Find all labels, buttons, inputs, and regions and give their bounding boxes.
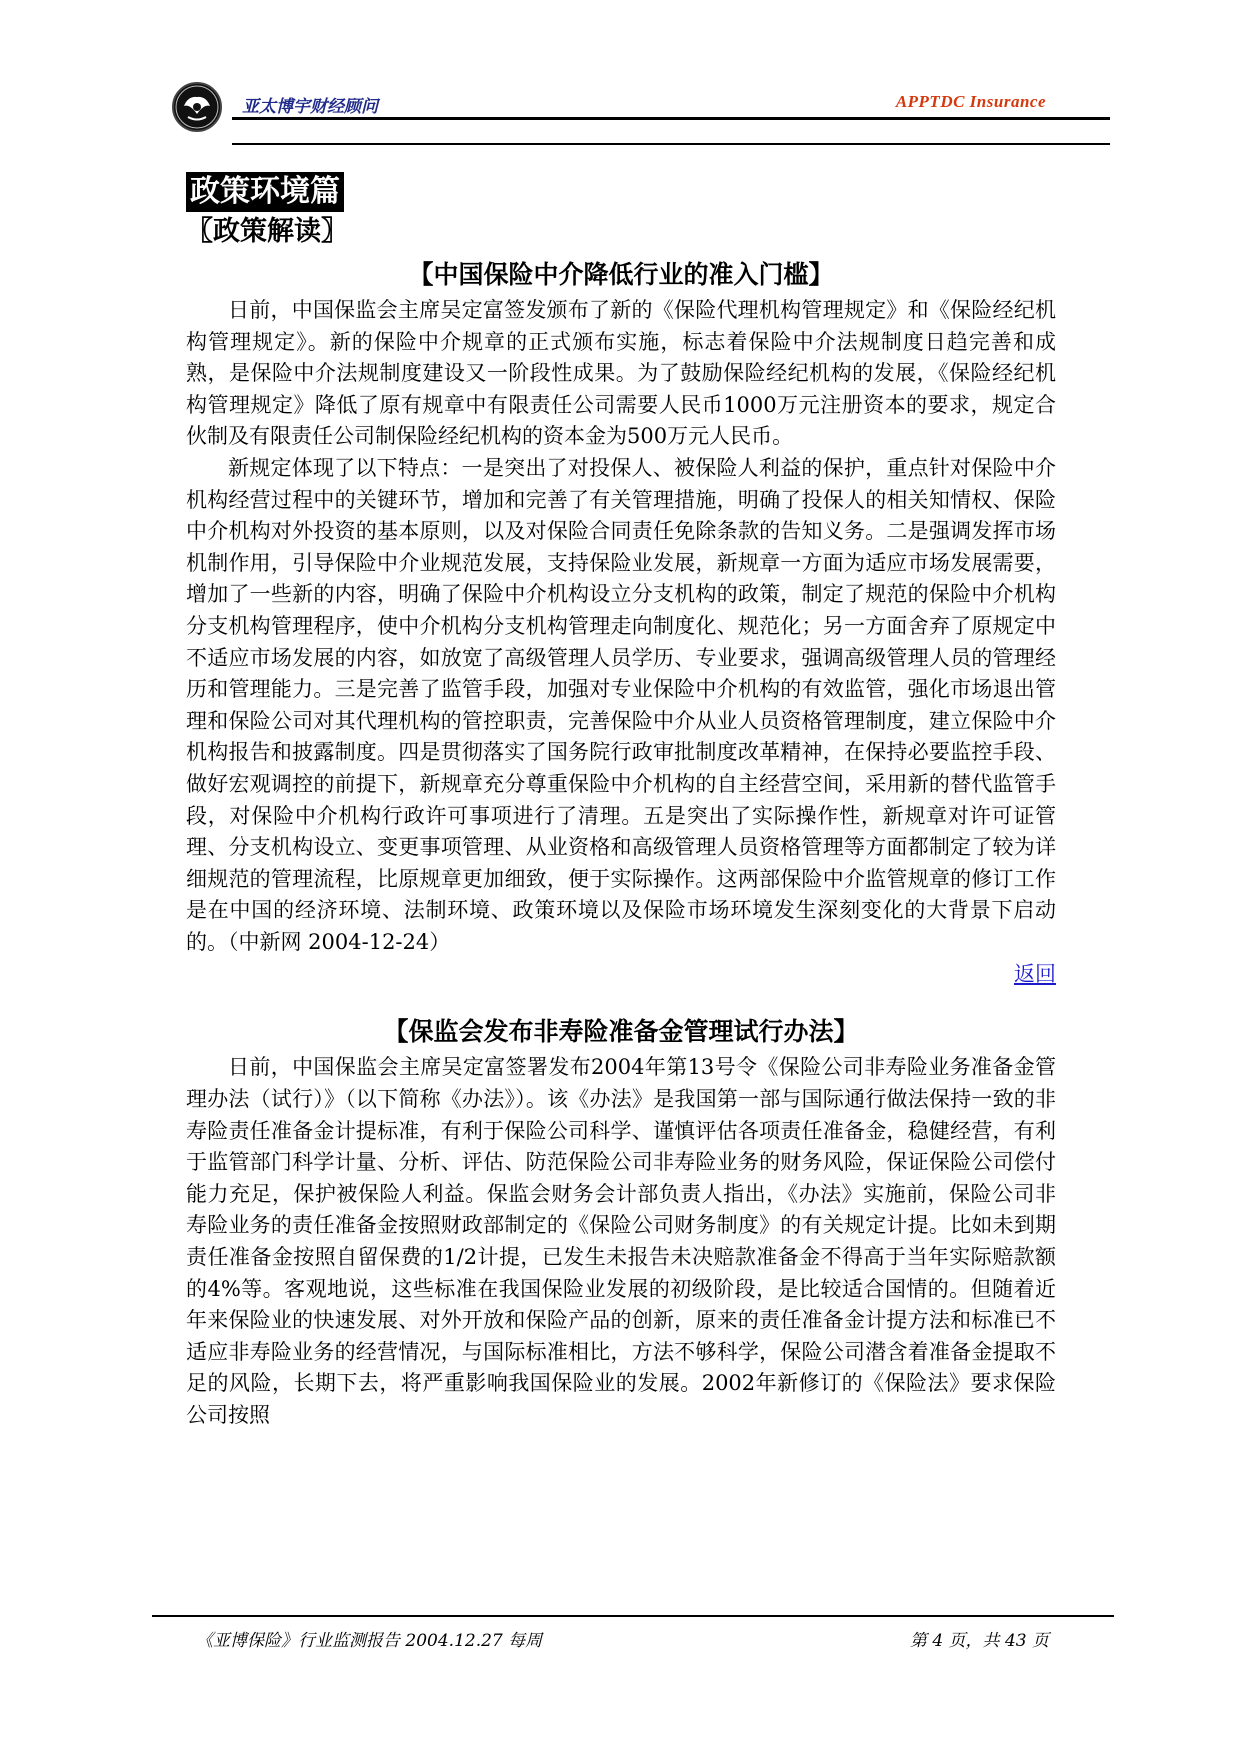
article-paragraph: 日前，中国保监会主席吴定富签发颁布了新的《保险代理机构管理规定》和《保险经纪机构管理规定》。新的保险中介规章的正式颁布实施，标志着保险中介法规制度日趋完善和成熟，是保险中介法规制度建设又一阶段性成果。为了鼓励保险经纪机构的发展，《保险经纪机构管理规定》降低了原有规章中有限责任公司需要人民币1000万元注册资本的要求，规定合伙制及有限责任公司制保险经纪机构的资本金为500万元人民币。 — [186, 298, 1056, 449]
article-title: 【保监会发布非寿险准备金管理试行办法】 — [383, 1017, 859, 1047]
back-link[interactable]: 返回 — [1014, 962, 1056, 987]
header-divider-secondary — [232, 143, 1110, 145]
header-brand: APPTDC Insurance — [895, 92, 1046, 111]
main-content — [186, 255, 1056, 1432]
header-divider — [232, 117, 1110, 120]
article-paragraph: 日前，中国保监会主席吴定富签署发布2004年第13号令《保险公司非寿险业务准备金管理办法（试行）》（以下简称《办法》）。该《办法》是我国第一部与国际通行做法保持一致的非寿险责任准备金计提标准，有利于保险公司科学、谨慎评估各项责任准备金，稳健经营，有利于监管部门科学计量、分析、评估、防范保险公司非寿险业务的财务风险，保证保险公司偿付能力充足，保护被保险人利益。保监会财务会计部负责人指出，《办法》实施前，保险公司非寿险业务的责任准备金按照财政部制定的《保险公司财务制度》的有关规定计提。比如未到期责任准备金按照自留保费的1/2计提，已发生未报告未决赔款准备金不得高于当年实际赔款额的4%等。客观地说，这些标准在我国保险业发展的初级阶段，是比较适合国情的。但随着近年来保险业的快速发展、对外开放和保险产品的创新，原来的责任准备金计提方法和标准已不适应非寿险业务的经营情况，与国际标准相比，方法不够科学，保险公司潜含着准备金提取不足的风险，长期下去，将严重影响我国保险业的发展。2002年新修订的《保险法》要求保险公司按照 — [186, 1055, 1056, 1427]
footer-page-number: 第 4 页，共 43 页 — [909, 1631, 1049, 1651]
subsection-title: 〖政策解读〗 — [186, 216, 348, 247]
article — [186, 255, 1056, 990]
article — [186, 1012, 1056, 1431]
footer-divider — [152, 1615, 1114, 1617]
section-title: 政策环境篇 — [186, 172, 344, 212]
company-logo-icon — [172, 82, 222, 132]
article-paragraph: 新规定体现了以下特点：一是突出了对投保人、被保险人利益的保护，重点针对保险中介机构经营过程中的关键环节，增加和完善了有关管理措施，明确了投保人的相关知情权、保险中介机构对外投资的基本原则，以及对保险合同责任免除条款的告知义务。二是强调发挥市场机制作用，引导保险中介业规范发展，支持保险业发展，新规章一方面为适应市场发展需要，增加了一些新的内容，明确了保险中介机构设立分支机构的政策，制定了规范的保险中介机构分支机构管理程序，使中介机构分支机构管理走向制度化、规范化；另一方面舍弃了原规定中不适应市场发展的内容，如放宽了高级管理人员学历、专业要求，强调高级管理人员的管理经历和管理能力。三是完善了监管手段，加强对专业保险中介机构的有效监管，强化市场退出管理和保险公司对其代理机构的管控职责，完善保险中介从业人员资格管理制度，建立保险中介机构报告和披露制度。四是贯彻落实了国务院行政审批制度改革精神，在保持必要监控手段、做好宏观调控的前提下，新规章充分尊重保险中介机构的自主经营空间，采用新的替代监管手段，对保险中介机构行政许可事项进行了清理。五是突出了实际操作性，新规章对许可证管理、分支机构设立、变更事项管理、从业资格和高级管理人员资格管理等方面都制定了较为详细规范的管理流程，比原规章更加细致，便于实际操作。这两部保险中介监管规章的修订工作是在中国的经济环境、法制环境、政策环境以及保险市场环境发生深刻变化的大背景下启动的。（中新网 2004-12-24） — [186, 455, 1056, 954]
back-link-row — [186, 958, 1056, 990]
footer-report-title: 《亚博保险》行业监测报告 2004.12.27 每周 — [196, 1631, 543, 1651]
header-company-name: 亚太博宇财经顾问 — [242, 97, 378, 117]
article-title: 【中国保险中介降低行业的准入门槛】 — [408, 260, 834, 289]
